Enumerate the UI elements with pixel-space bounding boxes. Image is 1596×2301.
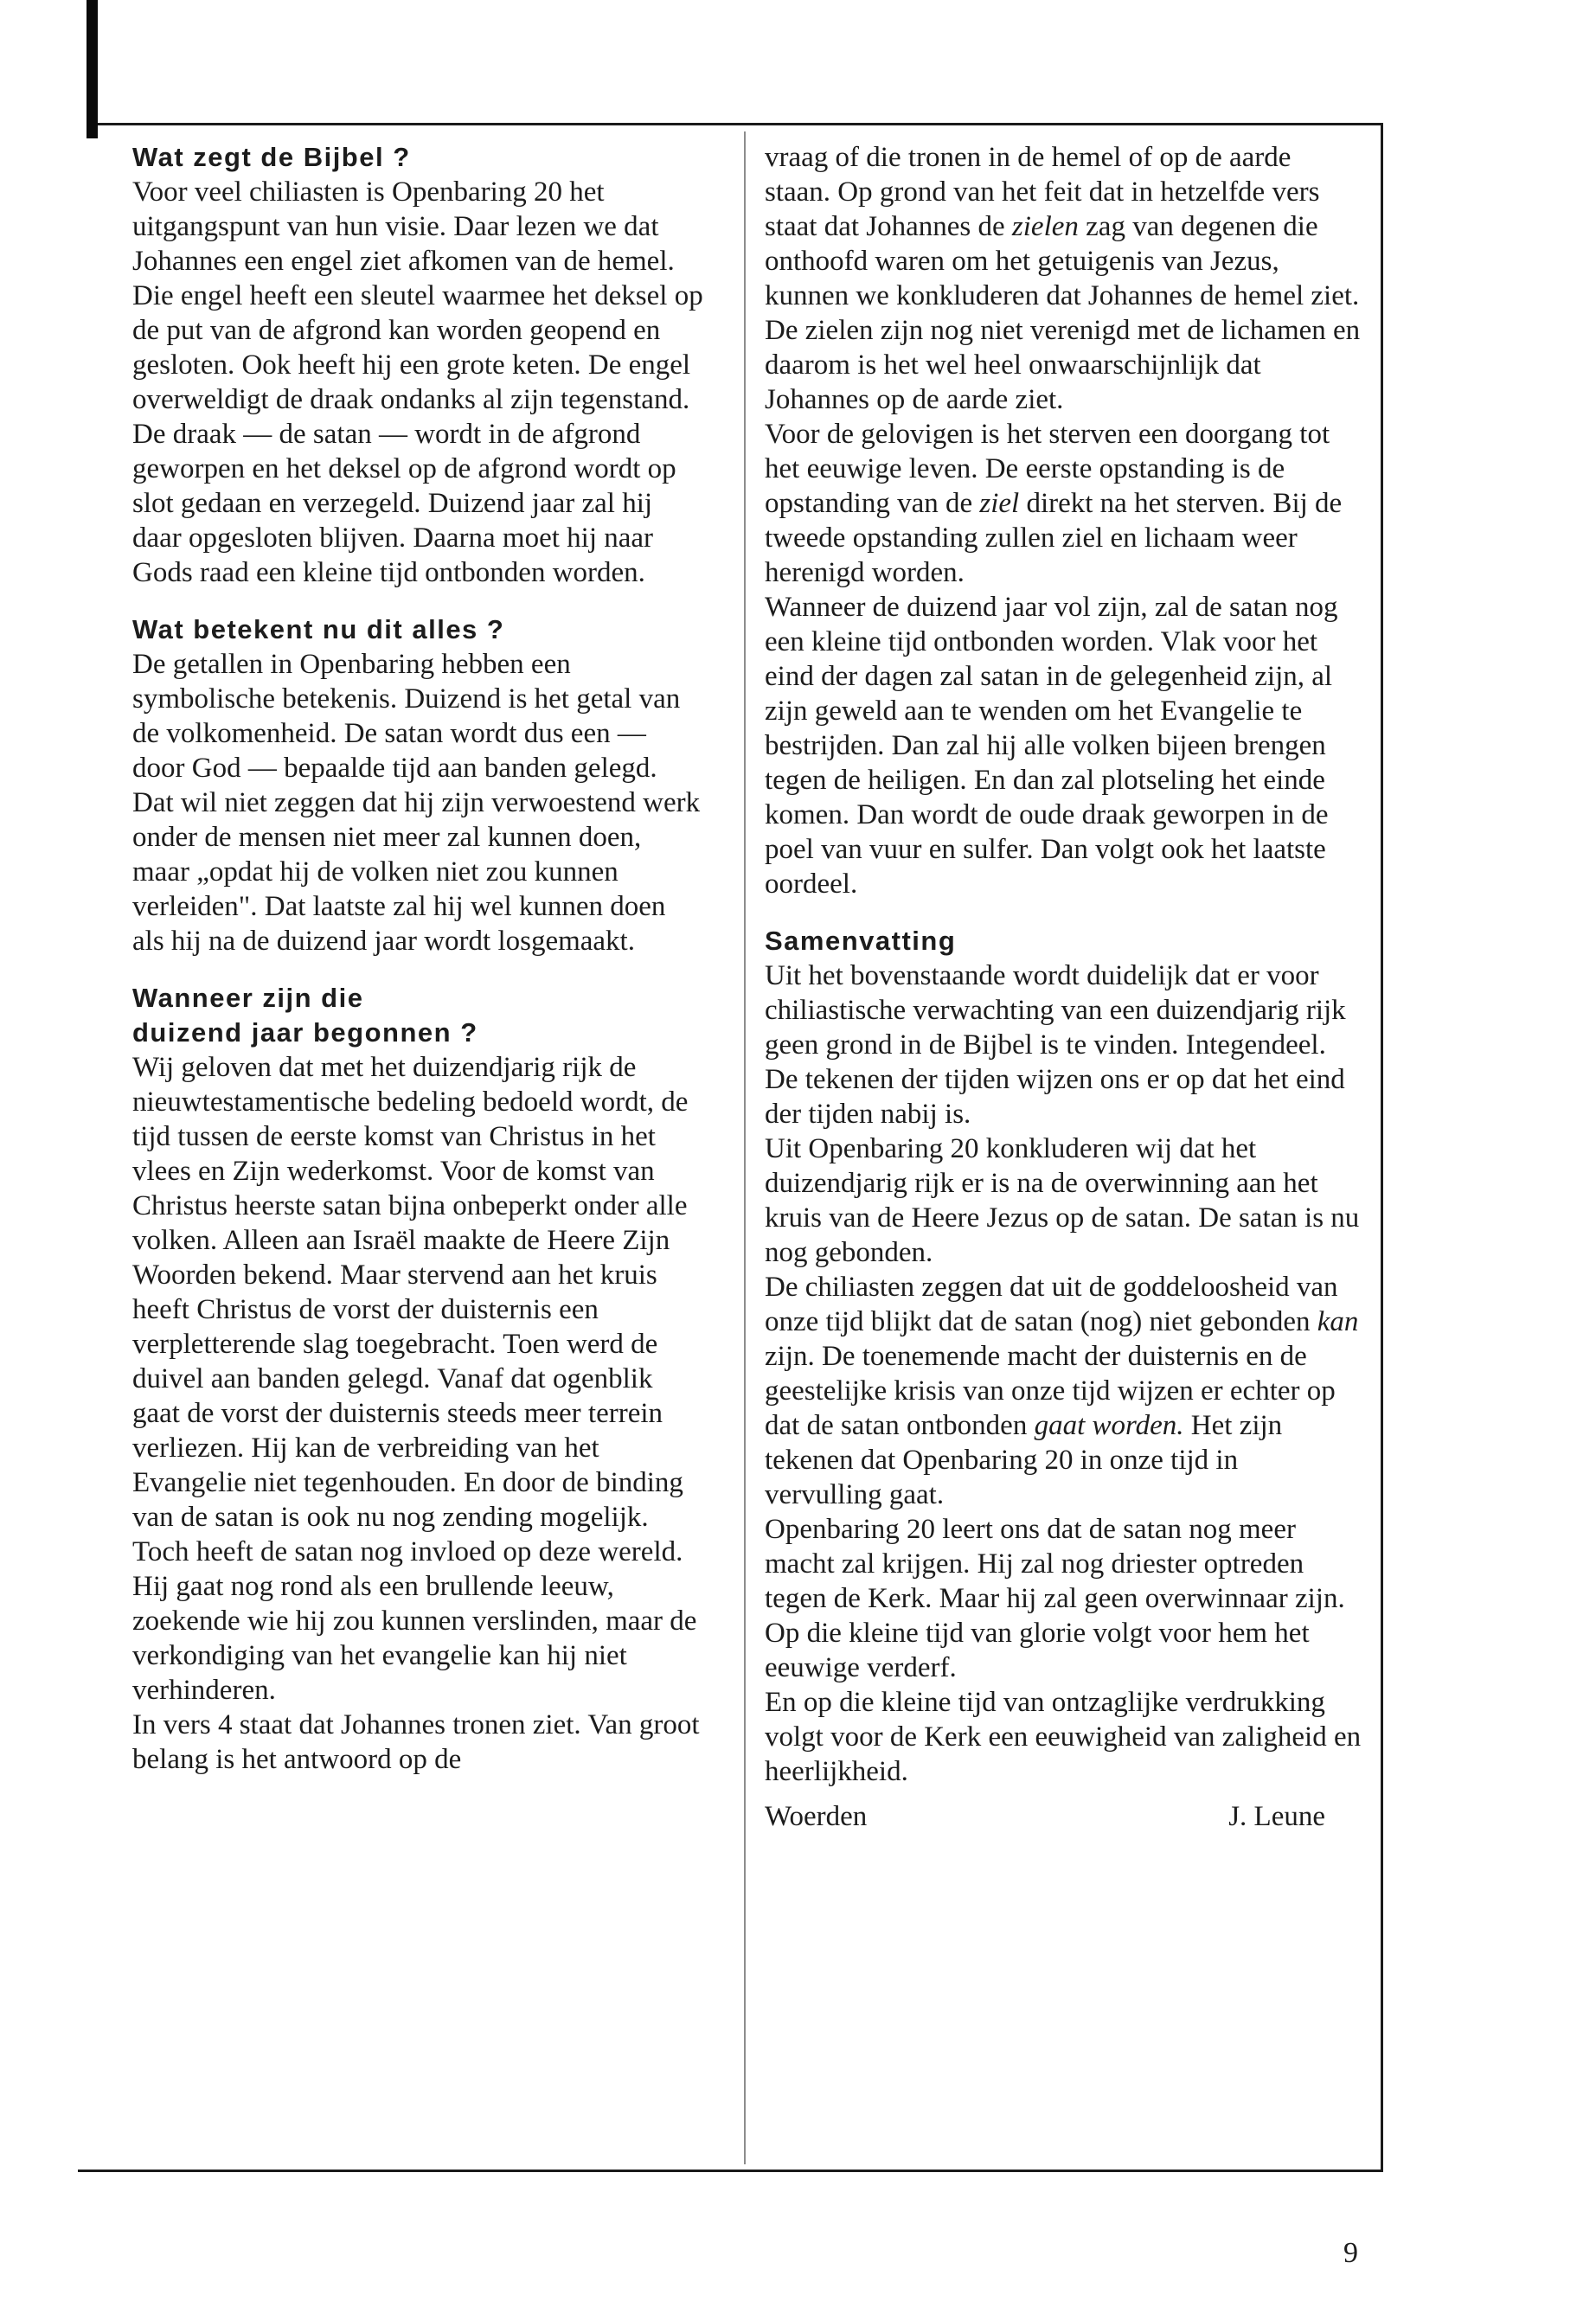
- paragraph: Toch heeft de satan nog invloed op deze wereld. Hij gaat nog rond als een brullende leeuw, zoekende wie hij zou kunnen verslinden, maar de verkondiging van het evangelie kan hij niet verhinderen.: [132, 1536, 697, 1706]
- left-column: [132, 140, 703, 1777]
- paragraph: In vers 4 staat dat Johannes tronen ziet. Van groot belang is het antwoord op de: [132, 1709, 700, 1775]
- top-border-rule: [98, 123, 1382, 125]
- text-run: zag van degenen die onthoofd waren om het getuigenis van Jezus, kunnen we konkluderen dat Johannes de hemel ziet. De zielen zijn nog niet verenigd met de lichamen en daarom is het wel heel onwaarschijnlijk dat Johannes op de aarde ziet.: [765, 211, 1361, 415]
- text-run: Het zijn tekenen dat Openbaring 20 in onze tijd in vervulling gaat.: [765, 1410, 1283, 1510]
- left-margin-bar: [87, 0, 98, 138]
- heading-wat-betekent-nu-dit-alles: Wat betekent nu dit alles ?: [132, 614, 505, 644]
- heading-line: duizend jaar begonnen ?: [132, 1017, 478, 1048]
- text-run: Voor de gelovigen is het sterven een doorgang tot het eeuwige leven. De eerste opstanding is de opstanding van de: [765, 419, 1330, 519]
- paragraph: [765, 417, 1362, 590]
- right-column: [765, 140, 1362, 1834]
- paragraph: En op die kleine tijd van ontzaglijke verdrukking volgt voor de Kerk een eeuwigheid van zaligheid en heerlijkheid.: [765, 1687, 1362, 1787]
- text-run: direkt na het sterven. Bij de tweede opstanding zullen ziel en lichaam weer herenigd worden.: [765, 488, 1343, 588]
- heading-wanneer-zijn-die: [132, 981, 703, 1050]
- heading-samenvatting: Samenvatting: [765, 926, 957, 956]
- text-run: vraag of die tronen in de hemel of op de aarde staan. Op grond van het feit dat in hetzelfde vers staat dat Johannes de: [765, 142, 1320, 242]
- paragraph: [765, 140, 1362, 417]
- paragraph: Voor veel chiliasten is Openbaring 20 het uitgangspunt van hun visie. Daar lezen we dat Johannes een engel ziet afkomen van de hemel. Die engel heeft een sleutel waarmee het deksel op de put van de afgrond kan worden geopend en gesloten. Ook heeft hij een grote keten. De engel overweldigt de draak ondanks al zijn tegenstand. De draak — de satan — wordt in de afgrond geworpen en het deksel op de afgrond wordt op slot gedaan en verzegeld. Duizend jaar zal hij daar opgesloten blijven. Daarna moet hij naar Gods raad een kleine tijd ontbonden worden.: [132, 176, 703, 588]
- page-number: 9: [1343, 2237, 1358, 2269]
- text-run: De chiliasten zeggen dat uit de goddeloosheid van onze tijd blijkt dat de satan (nog) niet gebonden: [765, 1272, 1338, 1337]
- paragraph: Wij geloven dat met het duizendjarig rijk de nieuwtestamentische bedeling bedoeld wordt, de tijd tussen de eerste komst van Christus in het vlees en Zijn wederkomst. Voor de komst van Christus heerste satan bijna onbeperkt onder alle volken. Alleen aan Israël maakte de Heere Zijn Woorden bekend. Maar stervend aan het kruis heeft Christus de vorst der duisternis een verpletterende slag toegebracht. Toen werd de duivel aan banden gelegd. Vanaf dat ogenblik gaat de vorst der duisternis steeds meer terrein verliezen. Hij kan de verbreiding van het Evangelie niet tegenhouden. En door de binding van de satan is ook nu nog zending mogelijk.: [132, 1052, 689, 1533]
- signature-author: J. Leune: [1228, 1801, 1325, 1832]
- italic-text: ziel: [979, 488, 1020, 519]
- text-run: zijn. De toenemende macht der duisternis en de geestelijke krisis van onze tijd wijzen er echter op dat de satan ontbonden: [765, 1341, 1336, 1441]
- heading-line: Wanneer zijn die: [132, 983, 364, 1013]
- paragraph: Uit het bovenstaande wordt duidelijk dat er voor chiliastische verwachting van een duizendjarig rijk geen grond in de Bijbel is te vinden. Integendeel. De tekenen der tijden wijzen ons er op dat het eind der tijden nabij is.: [765, 960, 1346, 1130]
- paragraph: [765, 1270, 1362, 1512]
- paragraph: Openbaring 20 leert ons dat de satan nog meer macht zal krijgen. Hij zal nog driester optreden tegen de Kerk. Maar hij zal geen overwinnaar zijn. Op die kleine tijd van glorie volgt voor hem het eeuwige verderf.: [765, 1514, 1345, 1683]
- heading-wat-zegt-de-bijbel: Wat zegt de Bijbel ?: [132, 142, 411, 172]
- paragraph: De getallen in Openbaring hebben een symbolische betekenis. Duizend is het getal van de volkomenheid. De satan wordt dus een — door God — bepaalde tijd aan banden gelegd. Dat wil niet zeggen dat hij zijn verwoestend werk onder de mensen niet meer zal kunnen doen, maar „opdat hij de volken niet zou kunnen verleiden". Dat laatste zal hij wel kunnen doen als hij na de duizend jaar wordt losgemaakt.: [132, 649, 701, 957]
- signature-place: Woerden: [765, 1801, 868, 1832]
- right-border-rule: [1381, 123, 1383, 2171]
- column-divider: [744, 131, 746, 2164]
- italic-text: kan: [1317, 1306, 1359, 1337]
- signature: [765, 1799, 1325, 1834]
- italic-text: gaat worden.: [1034, 1410, 1184, 1441]
- paragraph: Wanneer de duizend jaar vol zijn, zal de satan nog een kleine tijd ontbonden worden. Vlak voor het eind der dagen zal satan in de gelegenheid zijn, al zijn geweld aan te wenden om het Evangelie te bestrijden. Dan zal hij alle volken bijeen brengen tegen de heiligen. En dan zal plotseling het einde komen. Dan wordt de oude draak geworpen in de poel van vuur en sulfer. Dan volgt ook het laatste oordeel.: [765, 592, 1338, 900]
- italic-text: zielen: [1011, 211, 1079, 242]
- bottom-border-rule: [78, 2170, 1383, 2172]
- paragraph: Uit Openbaring 20 konkluderen wij dat het duizendjarig rijk er is na de overwinning aan het kruis van de Heere Jezus op de satan. De satan is nu nog gebonden.: [765, 1133, 1360, 1268]
